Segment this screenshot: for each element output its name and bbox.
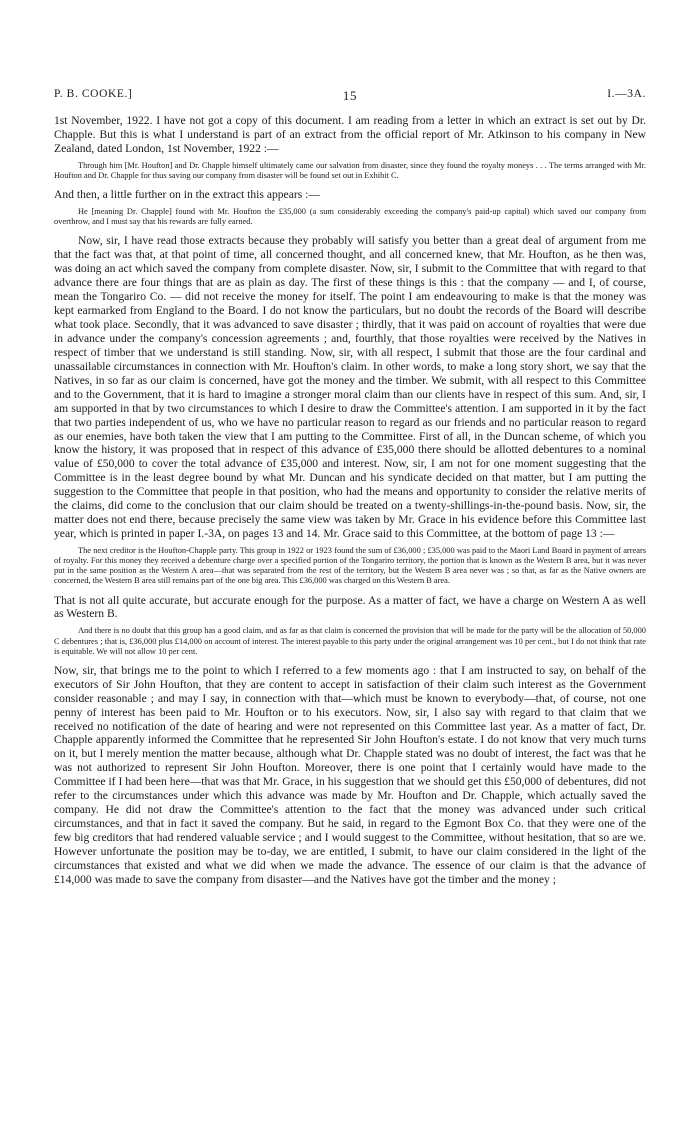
- page-body: [54, 114, 646, 887]
- paragraph-transition: And then, a little further on in the extract this appears :—: [54, 188, 320, 202]
- quote-grace-evidence: The next creditor is the Houfton-Chapple party. This group in 1922 or 1923 found the sum of £36,000 ; £35,000 was paid to the Maori Land Board in payment of arrears of royalty. For this money they received a debenture charge over a specified portion of the Tongariro territory, the portion that is known as the Western B area, but it was never put in the same position as the Western A area—that was separated from the rest of the territory, but the Western B area never was ; so that, as far as the Native owners are concerned, the Western B area still remains part of the one big area. This £36,000 was charged on this Western B area.: [54, 546, 646, 586]
- header-author: P. B. COOKE.]: [54, 88, 133, 100]
- page-header: [54, 88, 646, 104]
- paragraph-correction: That is not all quite accurate, but accurate enough for the purpose. As a matter of fact, we have a charge on Western A as well as Western B.: [54, 593, 646, 621]
- page-number: 15: [342, 88, 358, 103]
- quote-atkinson-report: Through him [Mr. Houfton] and Dr. Chapple himself ultimately came our salvation from disaster, since they found the royalty moneys . . . The terms arranged with Mr. Houfton and Dr. Chapple for thus saving our company from disaster will be found set out in Exhibit C.: [54, 160, 646, 180]
- paragraph-executors: Now, sir, that brings me to the point to which I referred to a few moments ago : that I am instructed to say, on behalf of the executors of Sir John Houfton, that they are content to accept in satisfaction of their claim such interest as the Government consider reasonable ; and may I say, in connection with that—which must be known to everybody—that, of course, not one penny of interest has been paid to Mr. Houfton or to his executors. Now, sir, I also say with regard to that claim that we received no notification of the date of hearing and were not represented on this Committee last year. As a matter of fact, Dr. Chapple apparently informed the Committee that he represented Sir John Houfton's estate. I do not know that very much turns on it, but I merely mention the matter because, although what Dr. Chapple stated was no doubt of interest, the fact was that he was not authorized to represent Sir John Houfton. Moreover, there is one point that I certainly would have made to the Committee if I had been here—that was that Mr. Grace, in his suggestion that we should get this £50,000 of debentures, did not refer to the circumstances under which this advance was made by Mr. Houfton and Dr. Chapple, which actually saved the company. He did not draw the Committee's attention to the fact that the money was advanced under such critical circumstances, and that in fact it saved the company. But he said, in regard to the Egmont Box Co. that they were one of the few big creditors that had rendered valuable service ; and I would suggest to the Committee, without hesitation, that so are we. However unfortunate the position may be to-day, we are entitled, I submit, to have our claim considered in the light of the circumstances that existed and what we did when we made the advance. The essence of our claim is that the advance of £14,000 was made to save the company from disaster—and the Natives have got the timber and the money ;: [54, 663, 646, 887]
- document-reference: I.—3A.: [607, 88, 646, 100]
- quote-debentures: And there is no doubt that this group has a good claim, and as far as that claim is concerned the provision that will be made for the party will be the allocation of 50,000 C debentures ; that is, £36,000 plus £14,000 on account of interest. The interest payable to this party under the original arrangement was 10 per cent., but I do not think that rate is equitable. We will not allow 10 per cent.: [54, 626, 646, 656]
- paragraph-intro: 1st November, 1922. I have not got a copy of this document. I am reading from a letter in which an extract is set out by Dr. Chapple. But this is what I understand is part of an extract from the official report of Mr. Atkinson to his company in New Zealand, dated London, 1st November, 1922 :—: [54, 114, 646, 155]
- quote-chapple: He [meaning Dr. Chapple] found with Mr. Houfton the £35,000 (a sum considerably exceeding the company's paid-up capital) which saved our company from overthrow, and I must say that his rewards are fully earned.: [54, 207, 646, 227]
- paragraph-argument: Now, sir, I have read those extracts because they probably will satisfy you better than a great deal of argument from me that the fact was that, at that point of time, all concerned thought, and all concerned knew, that Mr. Houfton, as he then was, was doing an act which saved the company from complete disaster. Now, sir, I submit to the Committee that with regard to that advance there are four things that are as plain as day. The first of these things is this : that the company — and I, of course, mean the Tongariro Co. — did not receive the money for itself. The point I am endeavouring to make is that the money was kept earmarked from England to the Board. I do not know the particulars, but no doubt the records of the Board will describe what took place. Secondly, that it was advanced to save disaster ; thirdly, that it was paid on account of royalties that were due in advance under the company's concession agreements ; and, fourthly, that those royalties were received by the Natives in respect of timber that we understand is still standing. Now, sir, with all respect, I submit that those are the four cardinal and unassailable circumstances in connection with Mr. Houfton's claim. In other words, to make a long story short, we say that the Natives, in so far as our claim is concerned, have got the money and the timber. We submit, with all respect to this Committee and to the Government, that it is hard to imagine a stronger moral claim than our clients have in respect of this sum. And, sir, I am supported in that by two circumstances to which I desire to draw the Committee's attention. I am supported in it by the fact that two parties independent of us, who we have no particular reason to regard as our friends and no particular reason to regard as our enemies, have both taken the view that I am putting to the Committee. First of all, in the Duncan scheme, of which you know the history, it was proposed that in respect of this advance of £35,000 there should be allotted debentures to a nominal value of £50,000 to cover the total advance of £35,000 and interest. Now, sir, I am not for one moment suggesting that the Committee is in the least degree bound by what Mr. Duncan and his syndicate decided on that matter, but I am putting the suggestion to the Committee that people in that position, who had the means and opportunity to consider the relative merits of the claims, did come to the conclusion that our claim should be treated on a twenty-shillings-in-the-pound basis. Now, sir, the matter does not end there, because precisely the same view was taken by Mr. Grace in his evidence before this Committee last year, which is printed in paper I.-3A, on pages 13 and 14. Mr. Grace said to this Committee, at the bottom of page 13 :—: [54, 234, 646, 541]
